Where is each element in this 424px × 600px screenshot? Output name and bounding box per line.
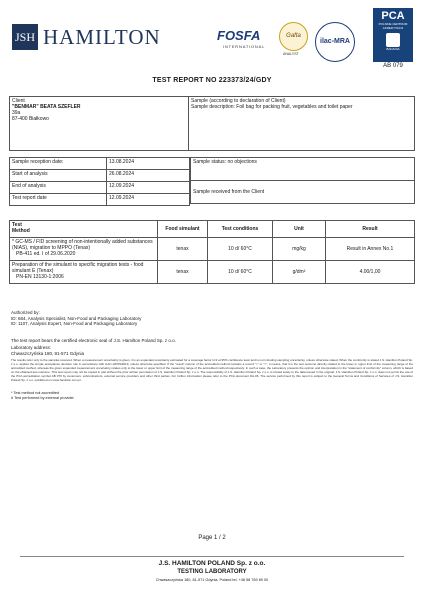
notes <box>11 391 74 401</box>
footer-divider <box>20 556 404 557</box>
row-result: 4.00/1,00 <box>326 261 415 284</box>
ilac-mra-icon <box>315 22 355 62</box>
date-label: Sample reception date: <box>10 158 107 170</box>
header-test-method <box>10 221 158 238</box>
pca-sub-line1: POLSKIE CENTRUM <box>378 22 408 26</box>
header-test: Test <box>12 222 22 228</box>
footer-address: Chwaszczyńska 180, 81-571 Gdynia, Poland tel. +48 58 769 69 00 <box>155 578 269 582</box>
lab-location <box>11 345 411 356</box>
date-label: Test report date <box>10 194 107 206</box>
client-address-1: 39a <box>12 110 21 116</box>
client-label: Client <box>12 98 25 104</box>
lab-location-heading: Laboratory address: <box>11 345 52 350</box>
gafta-subtitle: ANALYST <box>283 52 299 56</box>
shield-logo-icon <box>12 24 38 50</box>
date-row <box>10 194 190 206</box>
sample-description: Sample description: Foil bag for packing fruit, vegetables and toilet paper <box>191 104 353 110</box>
pca-code: AB 079 <box>383 63 403 69</box>
row-result: Result in Annex No.1 <box>326 238 415 261</box>
note-non-accredited: * Test method not accredited <box>11 391 60 395</box>
date-value: 26.08.2024 <box>107 170 190 182</box>
sample-received: Sample received from the Client <box>191 181 415 204</box>
row-test: * GC-MS / FID screening of non-intentionally added substances (NIAS), migration to MPPO (Tenax) <box>12 239 153 251</box>
client-cell <box>10 97 189 151</box>
row-method: PN-EN 13130-1:2006 <box>16 274 64 280</box>
results-header-row <box>10 221 415 238</box>
row-conditions: 10 d/ 60°C <box>208 261 273 284</box>
date-value: 12.09.2024 <box>107 194 190 206</box>
row-test-cell <box>10 261 158 284</box>
date-row <box>10 158 190 170</box>
row-method: PB-411 ed. I of 29.06.2020 <box>16 251 76 257</box>
pca-badge <box>373 8 413 62</box>
company-name: HAMILTON <box>43 25 161 49</box>
authorized-line-2: ID: 1107, Analysis Expert, Non-Food and Packaging Laboratory <box>11 321 138 327</box>
fosfa-badge: FOSFA <box>217 28 261 43</box>
header-conditions: Test conditions <box>208 221 273 238</box>
disclaimer: The results refer only to the samples received. When a measurement uncertainty is given, it is an expanded uncertainty estimated for a coverage factor k=2 at 95% confidence level and is not including sampling uncertainty, unless otherwise stated. When the conformity is stated J.S. Hamilton Poland Sp. z o.o. applies the simple acceptance decision rule in accordance with ILAC-G8:09/2019, unless otherwise specified. If the "result" column of the accredited method contains a record "<" or ">", it means, that it is the test outcome directly related to the lower or upper limit of the measuring range of the accredited method, whereas the given expanded measurement uncertainty relates only to the lower or upper limit of the measuring range of the accredited method respectively. In such a case, the Laboratory presents the opinion and interpretation in the "statement of conformity" column, which is based on the obtained test outcome. This test report may not be copied in part without the prior written permission of J.S. Hamilton Poland Sp. z o.o. The responsibility of J.S. Hamilton Poland Sp. z o.o. is limited solely to the data issued in the original. J.S. Hamilton Poland Sp. z o.o. does not permit the use of the PCA accreditation symbol AB 079 by customers, subcontractors, external service providers and other third parties. For further information please refer to the PCA document DA-06. The service performed by this report is subject to the General Terms and Conditions of Services of J.S. Hamilton Poland Sp. z o.o. published on www.hamilton.com.pl. <box>11 358 413 382</box>
sample-status-table <box>190 157 415 204</box>
date-value: 13.08.2024 <box>107 158 190 170</box>
authorized-line-1: ID: 684, Analysis Specialist, Non-Food and Packaging Laboratory <box>11 315 142 321</box>
date-label: End of analysis <box>10 182 107 194</box>
table-row <box>10 238 415 261</box>
pca-flask-icon <box>386 33 400 47</box>
client-address-2: 87-400 Białkowo <box>12 116 49 122</box>
header-unit: Unit <box>273 221 326 238</box>
row-test-cell <box>10 238 158 261</box>
header-result: Result <box>326 221 415 238</box>
row-simulant: tenax <box>158 261 208 284</box>
client-sample-table <box>9 96 415 151</box>
sample-status: Sample status: no objections <box>191 158 415 181</box>
header-method: Method <box>12 228 30 234</box>
gafta-seal-icon <box>279 22 308 51</box>
note-external: # Test performed by external provider <box>11 396 74 400</box>
footer-lab: TESTING LABORATORY <box>177 569 247 575</box>
row-unit: mg/kg <box>273 238 326 261</box>
seal-note: The test report bears the certified electronic seal of J.S. Hamilton Poland Sp. z o.o. <box>11 338 176 343</box>
authorized-heading: Authorized by: <box>11 310 40 315</box>
client-name: "BENMAR" BEATA SZEFLER <box>12 104 81 110</box>
sample-cell <box>189 97 415 151</box>
row-simulant: tenax <box>158 238 208 261</box>
date-row <box>10 170 190 182</box>
row-unit: g/dm² <box>273 261 326 284</box>
fosfa-leaf-icon <box>217 28 260 43</box>
logo-monogram: JSH <box>14 30 35 44</box>
page-number: Page 1 / 2 <box>198 535 226 541</box>
row-conditions: 10 d/ 60°C <box>208 238 273 261</box>
gafta-badge: Gafta <box>286 33 301 39</box>
authorized-block <box>11 310 411 327</box>
date-label: Start of analysis <box>10 170 107 182</box>
date-row <box>10 182 190 194</box>
row-test: Preparation of the simulant to specific migration tests - food simulant E (Tenax) <box>12 262 144 274</box>
lab-location-address: Chwaszczyńska 180, 81-571 Gdynia <box>11 350 85 356</box>
sample-label: Sample (according to declaration of Client) <box>191 98 286 104</box>
pca-sub-line3: BADANIA <box>386 47 400 51</box>
ilac-badge: ilac-MRA <box>320 38 350 45</box>
header-simulant: Food simulant <box>158 221 208 238</box>
fosfa-subtitle: INTERNATIONAL <box>223 44 266 49</box>
pca-title: PCA <box>381 10 405 22</box>
date-value: 12.09.2024 <box>107 182 190 194</box>
footer-company: J.S. HAMILTON POLAND Sp. z o.o. <box>158 560 266 567</box>
results-table <box>9 220 415 284</box>
dates-table <box>9 157 190 206</box>
pca-sub-line2: AKREDYTACJI <box>382 26 404 30</box>
report-title: TEST REPORT NO 223373/24/GDY <box>152 77 272 84</box>
table-row <box>10 261 415 284</box>
